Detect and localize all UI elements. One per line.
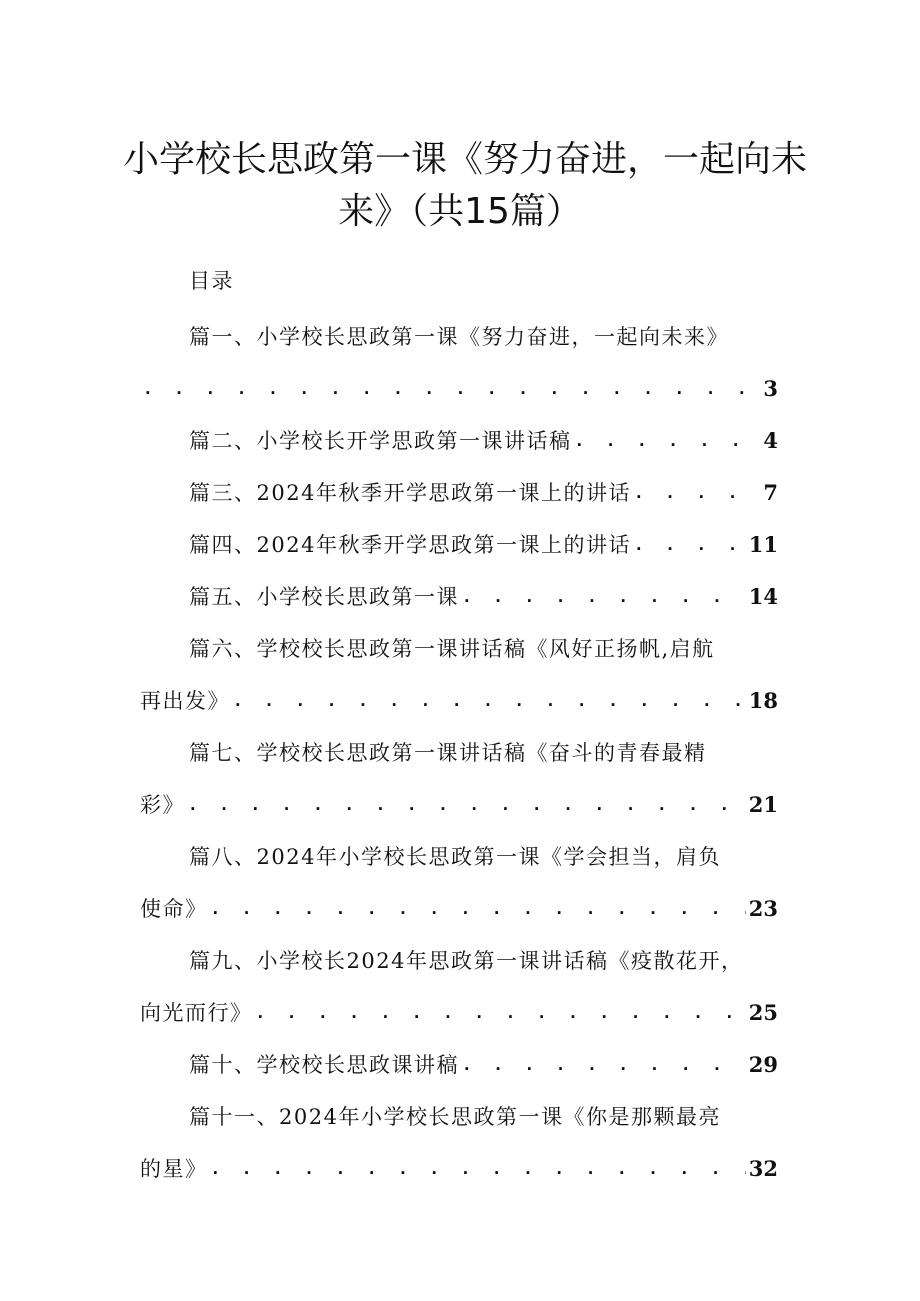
toc-entry[interactable] bbox=[140, 726, 778, 778]
toc-entry[interactable] bbox=[140, 414, 778, 466]
toc-leader-dots bbox=[462, 1055, 746, 1074]
toc-leader-dots bbox=[575, 431, 761, 450]
toc-entry-page: 25 bbox=[748, 999, 778, 1025]
toc-entry-title: 篇四、2024年秋季开学思政第一课上的讲话 bbox=[189, 533, 631, 557]
toc-entry-continuation[interactable] bbox=[140, 362, 778, 414]
toc-entry-title: 篇八、2024年小学校长思政第一课《学会担当，肩负 bbox=[189, 845, 721, 869]
toc-entry-continuation[interactable] bbox=[140, 986, 778, 1038]
toc-entry-title: 篇二、小学校长开学思政第一课讲话稿 bbox=[189, 429, 572, 453]
toc-entry-title: 篇三、2024年秋季开学思政第一课上的讲话 bbox=[189, 481, 631, 505]
toc-entry-title-continued: 的星》 bbox=[140, 1157, 208, 1181]
toc-entry[interactable] bbox=[140, 1038, 778, 1090]
document-title-line-2: 来》（共15篇） bbox=[338, 191, 582, 232]
toc-leader-dots bbox=[211, 899, 746, 918]
toc-leader-dots bbox=[256, 1003, 746, 1022]
toc-entry-title: 篇九、小学校长2024年思政第一课讲话稿《疫散花开， bbox=[189, 949, 744, 973]
toc-entry-title-continued: 彩》 bbox=[140, 793, 185, 817]
toc-entry-page: 11 bbox=[748, 531, 778, 557]
toc-entry-title: 篇一、小学校长思政第一课《努力奋进，一起向未来》 bbox=[189, 325, 729, 349]
toc-entry-title: 篇十一、2024年小学校长思政第一课《你是那颗最亮 bbox=[189, 1105, 721, 1129]
toc-entry-title: 篇七、学校校长思政第一课讲话稿《奋斗的青春最精 bbox=[189, 741, 707, 765]
toc-entry-page: 3 bbox=[763, 375, 778, 401]
toc-leader-dots bbox=[211, 1159, 746, 1178]
toc-leader-dots bbox=[233, 691, 746, 710]
toc-entry-title-continued: 向光而行》 bbox=[140, 1001, 253, 1025]
toc-entry-page: 32 bbox=[748, 1155, 778, 1181]
toc-entry-continuation[interactable] bbox=[140, 674, 778, 726]
document-title bbox=[0, 134, 920, 238]
toc-entry[interactable] bbox=[140, 830, 778, 882]
toc-entry-title-continued: 再出发》 bbox=[140, 689, 230, 713]
toc-entry-page: 7 bbox=[763, 479, 778, 505]
toc-entry-page: 18 bbox=[748, 687, 778, 713]
toc-leader-dots bbox=[462, 587, 746, 606]
toc-entry[interactable] bbox=[140, 934, 778, 986]
toc-entry[interactable] bbox=[140, 466, 778, 518]
toc-entry-page: 23 bbox=[748, 895, 778, 921]
toc-entry-continuation[interactable] bbox=[140, 882, 778, 934]
toc-leader-dots bbox=[143, 379, 760, 398]
document-title-line-1: 小学校长思政第一课《努力奋进，一起向未 bbox=[122, 139, 807, 180]
toc-entry-title-continued: 使命》 bbox=[140, 897, 208, 921]
toc-entry-continuation[interactable] bbox=[140, 1142, 778, 1194]
toc-entry-page: 14 bbox=[748, 583, 778, 609]
toc-heading: 目录 bbox=[189, 269, 234, 293]
toc-entry-title: 篇十、学校校长思政课讲稿 bbox=[189, 1053, 459, 1077]
toc-entry[interactable] bbox=[140, 570, 778, 622]
toc-entry[interactable] bbox=[140, 518, 778, 570]
toc-entry[interactable] bbox=[140, 622, 778, 674]
toc-entry[interactable] bbox=[140, 1090, 778, 1142]
toc-entry-page: 4 bbox=[763, 427, 778, 453]
toc-leader-dots bbox=[634, 483, 760, 502]
toc-entry-page: 21 bbox=[748, 791, 778, 817]
table-of-contents bbox=[140, 310, 778, 1194]
toc-leader-dots bbox=[188, 795, 746, 814]
toc-entry[interactable] bbox=[140, 310, 778, 362]
toc-entry-continuation[interactable] bbox=[140, 778, 778, 830]
toc-leader-dots bbox=[634, 535, 746, 554]
toc-entry-title: 篇五、小学校长思政第一课 bbox=[189, 585, 459, 609]
toc-entry-title: 篇六、学校校长思政第一课讲话稿《风好正扬帆,启航 bbox=[189, 637, 715, 661]
toc-entry-page: 29 bbox=[748, 1051, 778, 1077]
